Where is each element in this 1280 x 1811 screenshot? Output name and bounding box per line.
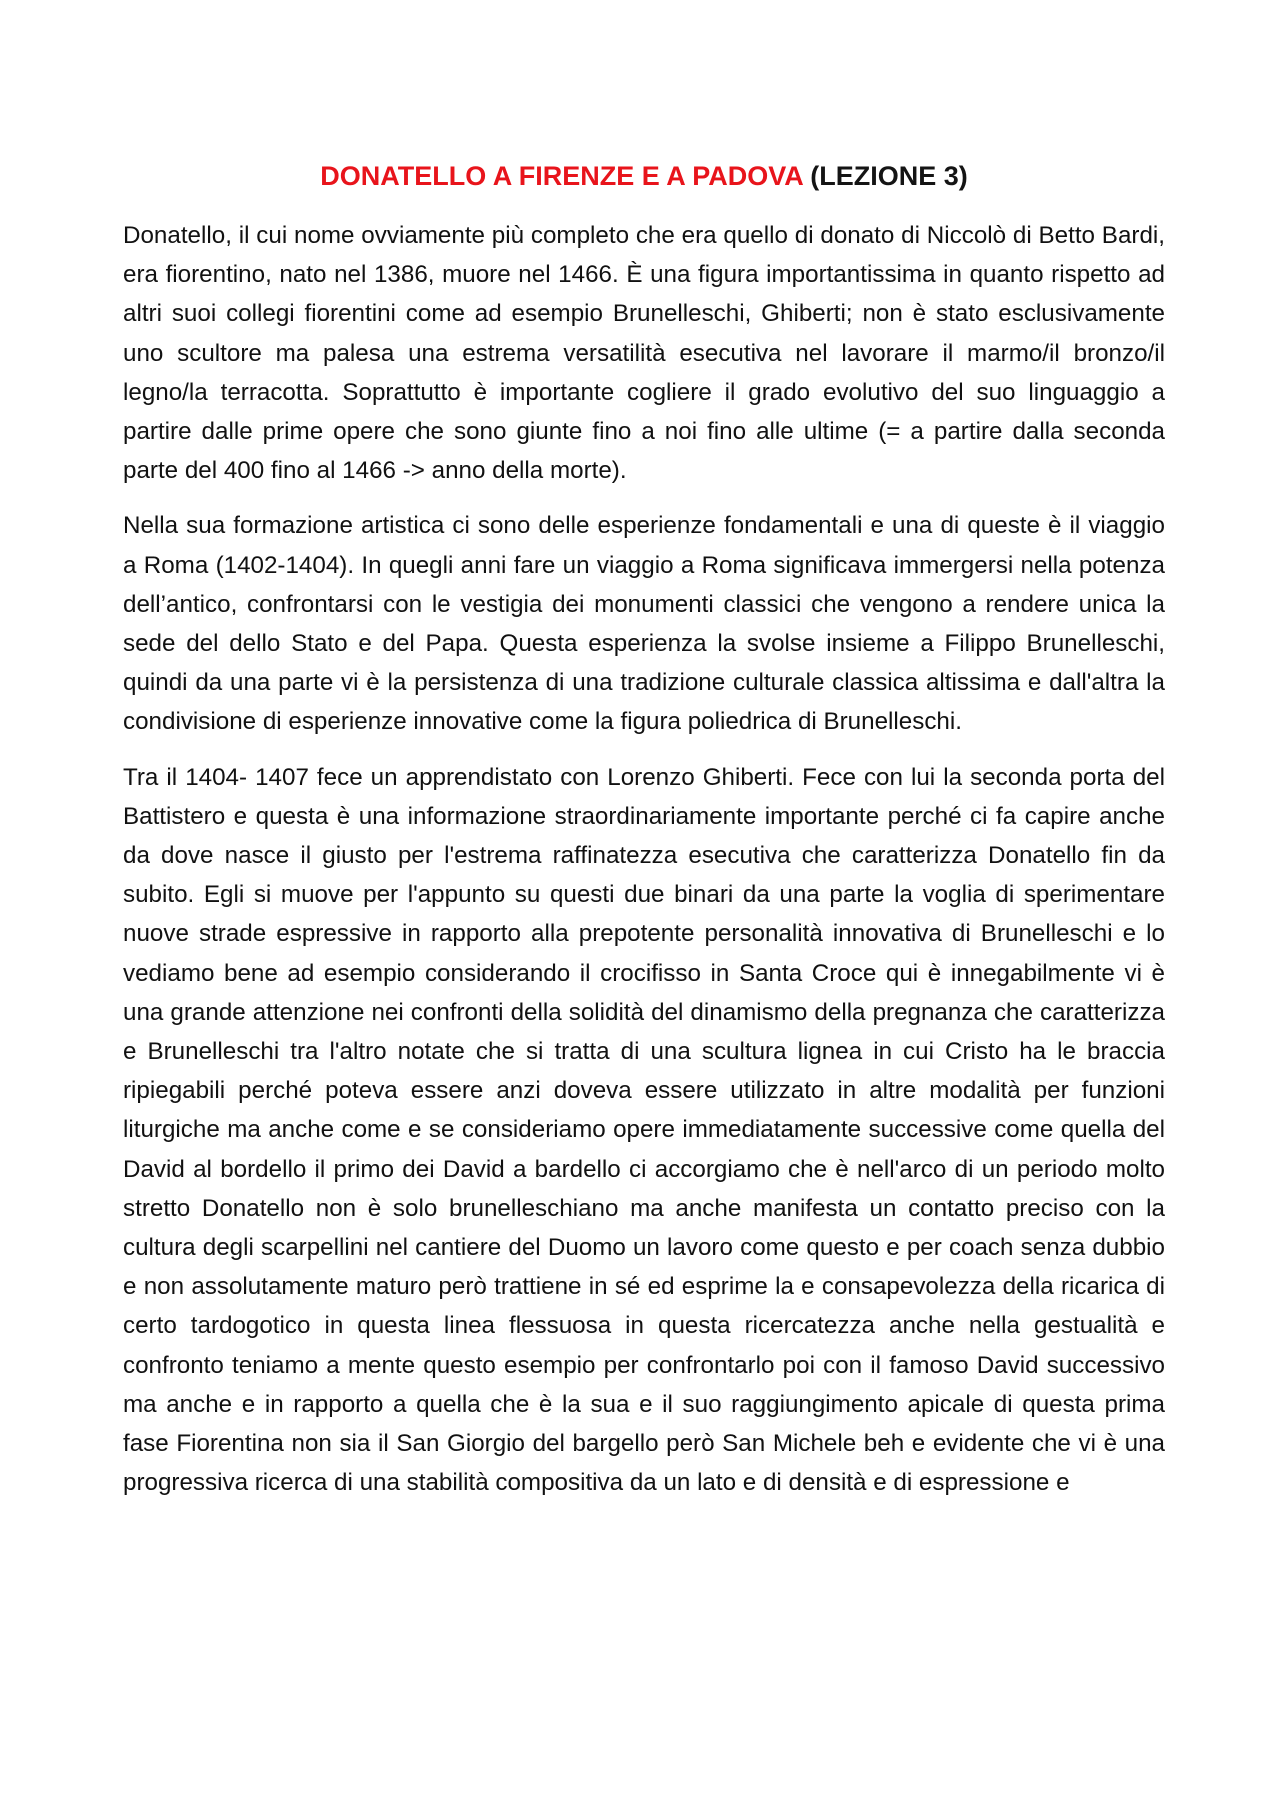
paragraph-1: Donatello, il cui nome ovviamente più completo che era quello di donato di Niccolò di Betto Bardi, era fiorentino, nato nel 1386, muore nel 1466. È una figura importantissima in quanto rispetto ad altri suoi collegi fiorentini come ad esempio Brunelleschi, Ghiberti; non è stato esclusivamente uno scultore ma palesa una estrema versatilità esecutiva nel lavorare il marmo/il bronzo/il legno/la terracotta. Soprattutto è importante cogliere il grado evolutivo del suo linguaggio a partire dalle prime opere che sono giunte fino a noi fino alle ultime (= a partire dalla seconda parte del 400 fino al 1466 -> anno della morte). bbox=[123, 222, 1165, 485]
title-main: DONATELLO A FIRENZE E A PADOVA bbox=[320, 161, 803, 191]
title-lesson-suffix: (LEZIONE 3) bbox=[810, 161, 968, 191]
paragraph-2: Nella sua formazione artistica ci sono delle esperienze fondamentali e una di queste è il viaggio a Roma (1402-1404). In quegli anni fare un viaggio a Roma significava immergersi nella potenza dell’antico, confrontarsi con le vestigia dei monumenti classici che vengono a rendere unica la sede del dello Stato e del Papa. Questa esperienza la svolse insieme a Filippo Brunelleschi, quindi da una parte vi è la persistenza di una tradizione culturale classica altissima e dall'altra la condivisione di esperienze innovative come la figura poliedrica di Brunelleschi. bbox=[123, 512, 1165, 736]
document-title bbox=[123, 158, 1165, 194]
document-body bbox=[123, 216, 1165, 1519]
paragraph-3: Tra il 1404- 1407 fece un apprendistato con Lorenzo Ghiberti. Fece con lui la seconda porta del Battistero e questa è una informazione straordinariamente importante perché ci fa capire anche da dove nasce il giusto per l'estrema raffinatezza esecutiva che caratterizza Donatello fin da subito. Egli si muove per l'appunto su questi due binari da una parte la voglia di sperimentare nuove strade espressive in rapporto alla prepotente personalità innovativa di Brunelleschi e lo vediamo bene ad esempio considerando il crocifisso in Santa Croce qui è innegabilmente vi è una grande attenzione nei confronti della solidità del dinamismo della pregnanza che caratterizza e Brunelleschi tra l'altro notate che si tratta di una scultura lignea in cui Cristo ha le braccia ripiegabili perché poteva essere anzi doveva essere utilizzato in altre modalità per funzioni liturgiche ma anche come e se consideriamo opere immediatamente successive come quella del David al bordello il primo dei David a bardello ci accorgiamo che è nell'arco di un periodo molto stretto Donatello non è solo brunelleschiano ma anche manifesta un contatto preciso con la cultura degli scarpellini nel cantiere del Duomo un lavoro come questo e per coach senza dubbio e non assolutamente maturo però trattiene in sé ed esprime la e consapevolezza della ricarica di certo tardogotico in questa linea flessuosa in questa ricercatezza anche nella gestualità e confronto teniamo a mente questo esempio per confrontarlo poi con il famoso David successivo ma anche e in rapporto a quella che è la sua e il suo raggiungimento apicale di questa prima fase Fiorentina non sia il San Giorgio del bargello però San Michele beh e evidente che vi è una progressiva ricerca di una stabilità compositiva da un lato e di densità e di espressione e bbox=[123, 763, 1165, 1497]
